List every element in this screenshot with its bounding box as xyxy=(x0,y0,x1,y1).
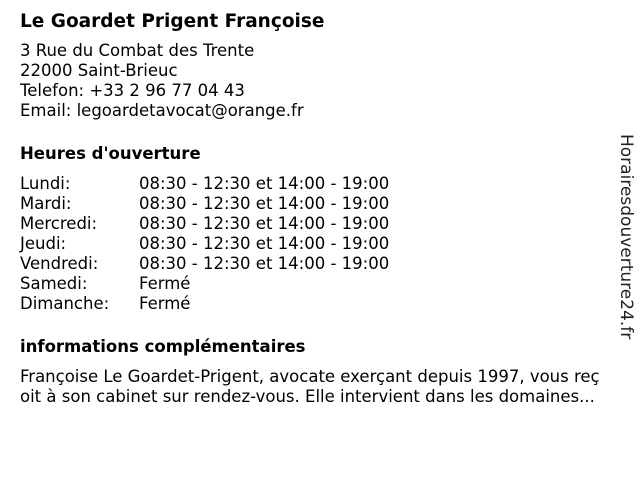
hours-time: 08:30 - 12:30 et 14:00 - 19:00 xyxy=(139,174,390,193)
hours-time: 08:30 - 12:30 et 14:00 - 19:00 xyxy=(139,234,390,253)
hours-day: Samedi: xyxy=(20,274,88,293)
hours-row-wednesday xyxy=(20,214,630,234)
opening-hours-heading: Heures d'ouverture xyxy=(20,144,201,163)
address-line-2: 22000 Saint-Brieuc xyxy=(20,61,178,80)
address-line-1: 3 Rue du Combat des Trente xyxy=(20,41,255,60)
hours-day: Mercredi: xyxy=(20,214,98,233)
hours-day: Vendredi: xyxy=(20,254,99,273)
business-title: Le Goardet Prigent Françoise xyxy=(20,11,325,32)
listing-card xyxy=(20,9,630,407)
additional-info-line-2: oit à son cabinet sur rendez-vous. Elle intervient dans les domaines... xyxy=(20,387,595,406)
phone-number: Telefon: +33 2 96 77 04 43 xyxy=(20,81,245,100)
hours-row-tuesday xyxy=(20,194,630,214)
hours-day: Mardi: xyxy=(20,194,72,213)
hours-day: Lundi: xyxy=(20,174,71,193)
hours-row-friday xyxy=(20,254,630,274)
hours-time: 08:30 - 12:30 et 14:00 - 19:00 xyxy=(139,214,390,233)
hours-row-saturday xyxy=(20,274,630,294)
hours-row-thursday xyxy=(20,234,630,254)
additional-info-heading: informations complémentaires xyxy=(20,337,306,356)
email-address: Email: legoardetavocat@orange.fr xyxy=(20,101,304,120)
hours-day: Dimanche: xyxy=(20,294,110,313)
hours-day: Jeudi: xyxy=(20,234,67,253)
hours-time: Fermé xyxy=(139,294,191,313)
opening-hours-table xyxy=(20,174,630,314)
hours-time: 08:30 - 12:30 et 14:00 - 19:00 xyxy=(139,254,390,273)
site-watermark: Horairesdouverture24.fr xyxy=(616,134,636,340)
hours-time: Fermé xyxy=(139,274,191,293)
additional-info-line-1: Françoise Le Goardet-Prigent, avocate exerçant depuis 1997, vous reç xyxy=(20,367,600,386)
hours-row-monday xyxy=(20,174,630,194)
hours-row-sunday xyxy=(20,294,630,314)
hours-time: 08:30 - 12:30 et 14:00 - 19:00 xyxy=(139,194,390,213)
